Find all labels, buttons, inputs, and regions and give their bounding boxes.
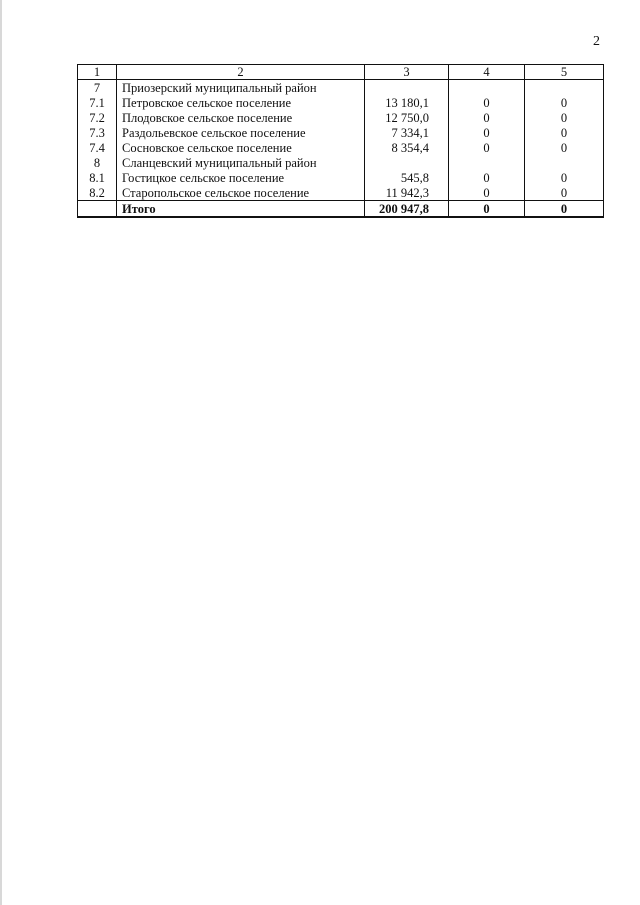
row-number: 8 (78, 155, 117, 170)
row-name: Сосновское сельское поселение (117, 140, 365, 155)
row-value-4 (449, 155, 525, 170)
row-name: Приозерский муниципальный район (117, 80, 365, 96)
row-name: Петровское сельское поселение (117, 95, 365, 110)
row-number: 7 (78, 80, 117, 96)
page-number: 2 (593, 34, 600, 49)
total-value-5: 0 (525, 201, 604, 218)
row-value-5: 0 (525, 125, 604, 140)
row-number: 7.1 (78, 95, 117, 110)
row-value-3: 8 354,4 (365, 140, 449, 155)
row-value-5: 0 (525, 185, 604, 201)
row-value-3: 12 750,0 (365, 110, 449, 125)
row-number: 7.2 (78, 110, 117, 125)
row-value-4: 0 (449, 125, 525, 140)
column-header-2: 2 (117, 65, 365, 80)
table-row (78, 125, 604, 140)
row-name: Раздольевское сельское поселение (117, 125, 365, 140)
row-number: 7.3 (78, 125, 117, 140)
row-value-5: 0 (525, 140, 604, 155)
total-row (78, 201, 604, 218)
row-value-5 (525, 80, 604, 96)
row-value-3 (365, 155, 449, 170)
table-row (78, 185, 604, 201)
column-header-1: 1 (78, 65, 117, 80)
row-value-3: 11 942,3 (365, 185, 449, 201)
column-header-5: 5 (525, 65, 604, 80)
table-row (78, 110, 604, 125)
table-row (78, 170, 604, 185)
total-number (78, 201, 117, 218)
table-row (78, 95, 604, 110)
total-label: Итого (117, 201, 365, 218)
row-value-4: 0 (449, 170, 525, 185)
table-row (78, 80, 604, 96)
row-value-3: 13 180,1 (365, 95, 449, 110)
table-row (78, 155, 604, 170)
total-value-3: 200 947,8 (365, 201, 449, 218)
scan-edge (0, 0, 2, 905)
table-row (78, 140, 604, 155)
row-value-5 (525, 155, 604, 170)
row-number: 8.1 (78, 170, 117, 185)
row-number: 8.2 (78, 185, 117, 201)
row-value-4: 0 (449, 185, 525, 201)
row-name: Плодовское сельское поселение (117, 110, 365, 125)
row-number: 7.4 (78, 140, 117, 155)
row-value-3: 7 334,1 (365, 125, 449, 140)
row-name: Старопольское сельское поселение (117, 185, 365, 201)
row-value-4 (449, 80, 525, 96)
row-value-3: 545,8 (365, 170, 449, 185)
row-value-4: 0 (449, 140, 525, 155)
column-header-3: 3 (365, 65, 449, 80)
column-header-4: 4 (449, 65, 525, 80)
data-table (77, 64, 604, 218)
row-value-4: 0 (449, 110, 525, 125)
row-value-3 (365, 80, 449, 96)
total-value-4: 0 (449, 201, 525, 218)
row-name: Сланцевский муниципальный район (117, 155, 365, 170)
row-value-4: 0 (449, 95, 525, 110)
row-value-5: 0 (525, 170, 604, 185)
row-name: Гостицкое сельское поселение (117, 170, 365, 185)
row-value-5: 0 (525, 110, 604, 125)
row-value-5: 0 (525, 95, 604, 110)
table-header-row (78, 65, 604, 80)
